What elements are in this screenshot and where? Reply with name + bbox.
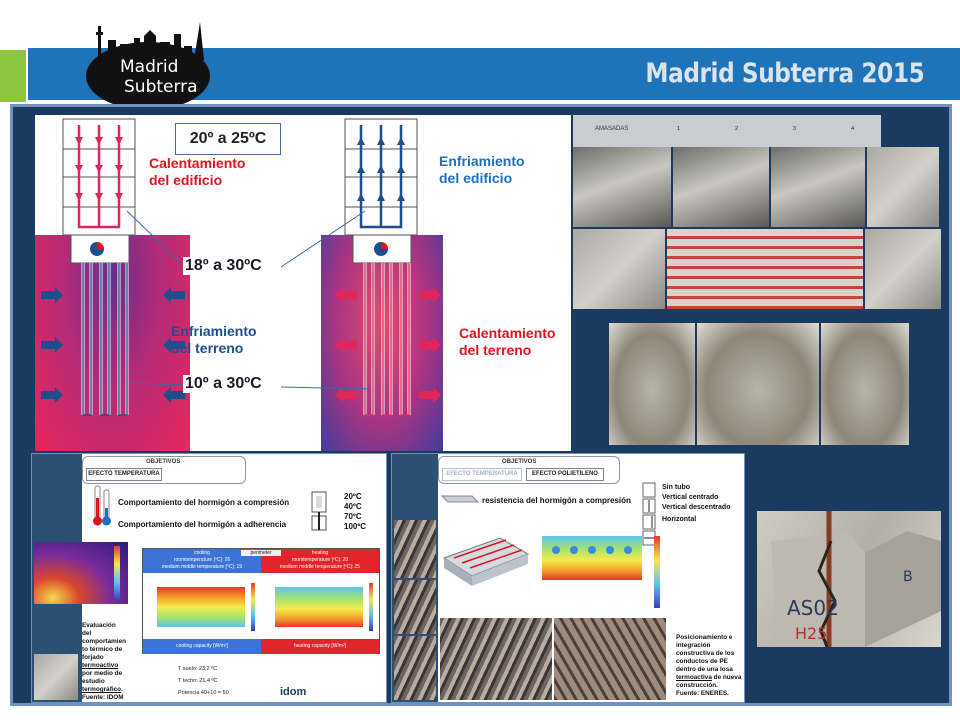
specimen-drawing — [757, 511, 941, 647]
amasada-number: 3 — [793, 126, 797, 132]
svg-text:H25: H25 — [795, 624, 828, 643]
cooling-scale — [251, 583, 255, 631]
cooling-capacity: cooling capacity [W/m²] — [176, 643, 228, 649]
photo-molds — [771, 147, 865, 227]
label-heating-building — [149, 155, 245, 189]
photo-slab-rebar — [554, 618, 666, 700]
label-line: del terreno — [459, 342, 532, 358]
option-vertical-centrado: Vertical centrado — [662, 494, 719, 501]
option-horizontal: Horizontal — [662, 516, 697, 523]
specimen-icons — [310, 490, 330, 534]
svg-text:B: B — [903, 569, 913, 585]
madrid-subterra-logo — [80, 18, 216, 112]
caption-text: de nueva construcción. Fuente: ENERES. — [676, 674, 742, 697]
compression-behaviour: Comportamiento del hormigón a compresión — [118, 498, 290, 507]
thermography-scale — [114, 546, 120, 600]
photo-molds — [573, 147, 671, 227]
tab-efecto-temperatura[interactable]: EFECTO TEMPERATURA — [442, 468, 522, 481]
label-line: del edificio — [149, 172, 223, 188]
accent-tab — [0, 50, 26, 102]
amasada-number: 4 — [851, 126, 855, 132]
polyethylene-effect-panel — [391, 453, 745, 703]
heating-field — [275, 587, 363, 627]
temperature-value: 20ºC — [344, 492, 362, 501]
photo-pipes — [394, 580, 436, 634]
temperature-value: 100ºC — [344, 522, 367, 531]
photo-pouring — [573, 229, 665, 309]
cooling-title: cooling — [194, 550, 210, 556]
photo-molds — [673, 147, 769, 227]
logo-text-madrid: Madrid — [120, 57, 179, 77]
caption-text: Posicionamiento e integración constructiva de los conductos de PE dentro de una losa — [676, 634, 735, 673]
photo-broken-cylinder — [609, 323, 695, 445]
label-line: del edificio — [439, 170, 513, 186]
beam-icon — [440, 492, 480, 506]
option-sin-tubo: Sin tubo — [662, 484, 690, 491]
photo-broken-cylinder — [821, 323, 909, 445]
heating-title: heating — [311, 550, 329, 556]
label-cooling-ground — [171, 323, 257, 357]
ground-temperature-label: 10º a 30ºC — [185, 375, 262, 392]
caption-underlined: termoactiva — [676, 674, 712, 681]
photo-slab — [34, 654, 78, 700]
slab-3d-diagram — [440, 528, 530, 590]
amasadas-label: AMASADAS — [595, 126, 629, 132]
perimeter-label: perimeter — [241, 550, 281, 556]
amasadas-header — [573, 115, 881, 147]
idom-brand: idom — [280, 686, 307, 698]
compression-resistance: resistencia del hormigón a compresión — [482, 496, 631, 505]
objectives-title: OBJETIVOS — [502, 459, 537, 465]
thermometer-icon — [92, 484, 112, 528]
pe-thermal-field — [542, 536, 642, 580]
heating-middle-temp: medium middle temperature [ºC]: 25 — [279, 564, 361, 570]
label-cooling-building — [439, 153, 525, 187]
building-temperature-label: 18º a 30ºC — [185, 257, 262, 274]
caption-text: Evaluación del comportamien to térmico de forjado — [82, 622, 127, 661]
reading-floor: T suelo: 23,2 ºC — [178, 666, 218, 672]
heating-room-temp: roomtemperature [ºC]: 20 — [291, 557, 349, 563]
photo-pe-pipes — [440, 618, 552, 700]
caption-text: . Fuente: IDOM — [82, 686, 124, 701]
eneres-caption — [676, 634, 742, 698]
target-temperature-label: 20º a 25ºC — [175, 123, 281, 155]
caption-underlined: termográfico — [82, 686, 122, 693]
temperature-effect-panel — [31, 453, 387, 703]
heating-scale — [369, 583, 373, 631]
logo-text-subterra: Subterra — [124, 77, 198, 97]
amasada-number: 2 — [735, 126, 739, 132]
reading-ceiling: T techo: 21,4 ºC — [178, 678, 218, 684]
label-line: del terreno — [171, 340, 244, 356]
svg-text:AS02: AS02 — [787, 596, 839, 620]
temperature-value: 40ºC — [344, 502, 362, 511]
label-heating-ground — [459, 325, 555, 359]
label-line: Calentamiento — [459, 325, 556, 341]
adherence-behaviour: Comportamiento del hormigón a adherencia — [118, 520, 287, 529]
photo-pipes — [394, 636, 436, 700]
cooling-field — [157, 587, 245, 627]
amasada-number: 1 — [677, 126, 681, 132]
pe-scale — [654, 536, 660, 608]
option-vertical-descentrado: Vertical descentrado — [662, 504, 731, 511]
caption-underlined: termoactivo — [82, 662, 119, 669]
page-title: Madrid Subterra 2015 — [645, 58, 924, 89]
heating-capacity: heating capacity [W/m²] — [293, 643, 347, 649]
tab-efecto-temperatura[interactable]: EFECTO TEMPERATURA — [86, 468, 162, 481]
reading-power: Potencia 40+10 = 50 — [178, 690, 229, 696]
label-line: Calentamiento — [149, 155, 246, 171]
cooling-room-temp: roomtemperature [ºC]: 26 — [173, 557, 231, 563]
simulation-panel — [142, 548, 380, 654]
label-line: Enfriamiento — [439, 153, 525, 169]
main-panel — [10, 104, 952, 706]
test-temperatures — [344, 492, 366, 532]
idom-caption — [82, 622, 127, 702]
caption-text: por medio de estudio — [82, 670, 123, 685]
pipe-sections — [542, 544, 642, 556]
temperature-value: 70ºC — [344, 512, 362, 521]
objectives-title: OBJETIVOS — [146, 459, 181, 465]
photo-pipes — [394, 520, 436, 578]
photo-adherence-specimen — [757, 511, 941, 647]
cooling-middle-temp: medium middle temperature [ºC]: 19 — [161, 564, 243, 570]
photo-broken-cylinder — [697, 323, 819, 445]
label-line: Enfriamiento — [171, 323, 257, 339]
geothermal-diagram — [35, 115, 571, 451]
photo-specimens-grid — [667, 229, 863, 309]
tab-efecto-polietileno[interactable]: EFECTO POLIETILENO — [526, 468, 604, 481]
photo-samples — [867, 147, 939, 227]
photo-specimens — [865, 229, 941, 309]
